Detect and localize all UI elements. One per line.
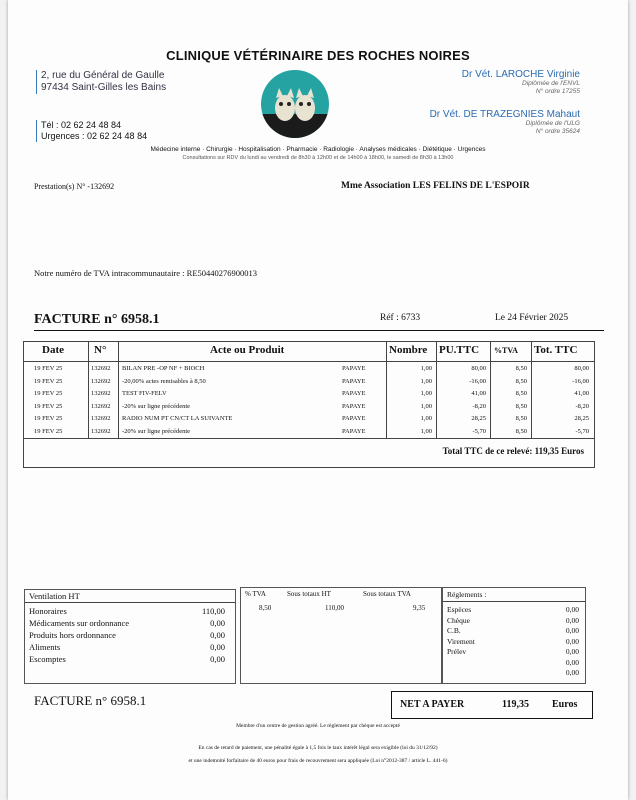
table-row — [24, 390, 594, 402]
reglement-row — [447, 616, 579, 626]
ventilation-row — [29, 630, 225, 641]
ventilation-title: Ventilation HT — [29, 591, 80, 601]
reglement-label: Virement — [447, 636, 475, 646]
reglements-title: Réglements : — [447, 590, 487, 599]
row-date: 19 FEV 25 — [34, 415, 63, 422]
table-row — [24, 403, 594, 415]
ventilation-divider — [25, 602, 235, 603]
reglements-box — [442, 587, 586, 684]
invoice-ref: Réf : 6733 — [380, 313, 421, 323]
clinic-address — [36, 70, 166, 94]
header-pu: PU.TTC — [439, 344, 480, 356]
reglement-value: 0,00 — [565, 626, 579, 635]
services-line: Médecine interne · Chirurgie · Hospitalisation · Pharmacie · Radiologie · Analyses médicales · Diététique · Urgences — [150, 146, 486, 153]
row-num: 132692 — [91, 390, 111, 397]
row-tot: 80,00 — [574, 365, 589, 372]
row-num: 132692 — [91, 365, 111, 372]
row-nombre: 1,00 — [420, 390, 432, 397]
reglement-row — [447, 658, 579, 668]
vet-2-name: Dr Vét. DE TRAZEGNIES Mahaut — [429, 109, 580, 120]
row-nombre: 1,00 — [420, 427, 432, 435]
row-tva: 8,50 — [515, 427, 527, 435]
invoice-title: FACTURE n° 6958.1 — [34, 312, 160, 327]
vet-1 — [462, 69, 580, 96]
reglement-label: Espèces — [447, 605, 472, 614]
reglement-label: C.B. — [447, 626, 461, 635]
row-tot: 41,00 — [574, 390, 589, 397]
table-row — [24, 415, 594, 427]
reglement-row — [447, 637, 579, 647]
row-num: 132692 — [91, 402, 111, 410]
tva-subtotal-ht: 110,00 — [325, 604, 344, 612]
reglement-value: 0,00 — [565, 615, 579, 625]
ventilation-row — [29, 654, 225, 665]
address-line-2: 97434 Saint-Gilles les Bains — [41, 82, 167, 93]
reglement-label: Chèque — [447, 615, 470, 625]
tva-intra: Notre numéro de TVA intracommunautaire : RE50440276900013 — [34, 268, 258, 278]
clinic-name: CLINIQUE VÉTÉRINAIRE DES ROCHES NOIRES — [166, 48, 470, 63]
reglement-row — [447, 605, 579, 615]
table-row — [24, 378, 594, 390]
header-tot: Tot. TTC — [534, 344, 578, 356]
reglement-row — [447, 668, 579, 678]
row-animal: PAPAYE — [342, 415, 366, 422]
header-acte: Acte ou Produit — [210, 344, 285, 356]
clinic-logo — [261, 70, 329, 138]
row-tot: -8,20 — [575, 402, 589, 410]
footer-note-2: En cas de retard de paiement, une pénalité égale à 1,5 fois le taux intérêt légal sera exigible (loi du 31/12/92) — [198, 745, 438, 751]
row-tot: -16,00 — [572, 377, 589, 385]
row-animal: PAPAYE — [342, 390, 366, 397]
tva-header-tva: Sous totaux TVA — [363, 590, 411, 598]
vet-2-order: N° ordre 35624 — [535, 128, 580, 135]
ventilation-row — [29, 618, 225, 629]
footer-note-3: et une indemnité forfaitaire de 40 euros pour frais de recouvrement sera appliquée (Loi n°2012-387 / article L. 441-6) — [188, 758, 448, 764]
invoice-page — [8, 0, 628, 800]
row-animal: PAPAYE — [342, 377, 366, 385]
reglement-value: 0,00 — [565, 605, 579, 614]
row-tva: 8,50 — [515, 377, 527, 385]
footer-invoice-title: FACTURE n° 6958.1 — [34, 693, 147, 708]
header-num: N° — [94, 344, 107, 356]
vet-2-diploma: Diplômée de l'ULG — [525, 120, 580, 127]
vet-1-diploma: Diplômée de l'ENVL — [522, 80, 580, 87]
vent-value: 0,00 — [210, 618, 225, 628]
tva-rate: 8,50 — [259, 604, 272, 612]
row-tot: -5,70 — [575, 427, 589, 435]
row-date: 19 FEV 25 — [34, 365, 63, 372]
tva-subtotal-tva: 9,35 — [413, 604, 426, 612]
clinic-phones — [36, 120, 147, 142]
row-tva: 8,50 — [515, 415, 527, 422]
row-tva: 8,50 — [515, 365, 527, 372]
title-underline — [34, 330, 604, 331]
row-nombre: 1,00 — [420, 365, 432, 372]
reglements-divider — [443, 601, 585, 602]
row-date: 19 FEV 25 — [34, 377, 63, 385]
prestation-number: Prestation(s) N° -132692 — [34, 182, 115, 191]
tva-box — [240, 587, 442, 684]
ventilation-row — [29, 642, 225, 653]
row-acte: RADIO NUM PT CN/CT LA SUIVANTE — [122, 415, 233, 422]
vet-2 — [430, 109, 580, 136]
ventilation-row — [29, 606, 225, 617]
header-tva: %TVA — [494, 346, 518, 355]
tva-header-rate: % TVA — [245, 590, 266, 598]
ventilation-box — [24, 589, 236, 684]
net-label: NET A PAYER — [400, 699, 465, 710]
row-acte: -20% sur ligne précédente — [122, 402, 191, 410]
vet-1-order: N° ordre 17255 — [535, 88, 580, 95]
row-acte: -20,00% actes remisables à 8,50 — [122, 377, 206, 385]
row-tva: 8,50 — [515, 402, 527, 410]
table-row — [24, 365, 594, 377]
reglement-value: 0,00 — [565, 636, 579, 646]
header-divider — [24, 361, 594, 362]
reglement-label: Prélev — [447, 647, 467, 656]
reglement-row — [447, 626, 579, 636]
row-pu: -8,20 — [472, 402, 486, 410]
consultation-hours: Consultations sur RDV du lundi au vendredi de 8h30 à 12h00 et de 14h00 à 18h00, le samedi de 8h30 à 13h00 — [182, 155, 454, 161]
row-animal: PAPAYE — [342, 402, 366, 410]
invoice-date: Le 24 Février 2025 — [495, 313, 569, 323]
tva-header-ht: Sous totaux HT — [287, 590, 331, 598]
row-num: 132692 — [91, 415, 111, 422]
vent-label: Aliments — [29, 642, 61, 652]
net-unit: Euros — [552, 699, 578, 710]
table-total: Total TTC de ce relevé: 119,35 Euros — [442, 446, 584, 456]
row-pu: 28,25 — [471, 415, 486, 422]
row-nombre: 1,00 — [420, 377, 432, 385]
row-pu: 80,00 — [471, 365, 486, 372]
vet-1-name: Dr Vét. LAROCHE Virginie — [461, 69, 580, 80]
row-pu: 41,00 — [471, 390, 486, 397]
client-name: Mme Association LES FELINS DE L'ESPOIR — [341, 181, 530, 191]
row-nombre: 1,00 — [420, 415, 432, 422]
row-date: 19 FEV 25 — [34, 402, 63, 410]
vent-value: 0,00 — [210, 642, 225, 652]
net-value: 119,35 — [502, 699, 529, 710]
vent-label: Produits hors ordonnance — [29, 630, 116, 640]
reglement-value: 0,00 — [565, 668, 579, 677]
row-animal: PAPAYE — [342, 365, 366, 372]
row-animal: PAPAYE — [342, 427, 366, 435]
reglement-value: 0,00 — [565, 647, 579, 656]
row-acte: -20% sur ligne précédente — [122, 427, 191, 435]
row-nombre: 1,00 — [420, 402, 432, 410]
vent-value: 0,00 — [210, 630, 225, 640]
row-pu: -5,70 — [472, 427, 486, 435]
vent-value: 0,00 — [210, 654, 225, 664]
vent-label: Honoraires — [29, 606, 67, 616]
row-num: 132692 — [91, 377, 111, 385]
vent-label: Médicaments sur ordonnance — [29, 618, 130, 628]
header-date: Date — [42, 344, 64, 356]
address-line-1: 2, rue du Général de Gaulle — [41, 70, 165, 81]
row-date: 19 FEV 25 — [34, 390, 63, 397]
vent-label: Escomptes — [29, 654, 66, 664]
row-acte: TEST FIV-FELV — [122, 390, 167, 397]
row-pu: -16,00 — [469, 377, 486, 385]
header-nombre: Nombre — [389, 344, 428, 356]
row-tva: 8,50 — [515, 390, 527, 397]
table-row — [24, 428, 594, 440]
items-table — [23, 341, 595, 468]
phone: Tél : 02 62 24 48 84 — [41, 120, 122, 130]
vent-value: 110,00 — [201, 606, 225, 616]
row-date: 19 FEV 25 — [34, 427, 63, 435]
row-acte: BILAN PRE -OP NF + BIOCH — [122, 365, 205, 372]
reglement-value: 0,00 — [565, 657, 579, 667]
urgences-phone: Urgences : 02 62 24 48 84 — [41, 131, 148, 141]
row-num: 132692 — [91, 427, 111, 435]
reglement-row — [447, 647, 579, 657]
row-tot: 28,25 — [574, 415, 589, 422]
footer-note-1: Membre d'un centre de gestion agréé. Le règlement par chèque est accepté — [236, 723, 400, 729]
net-a-payer-box — [391, 691, 593, 719]
